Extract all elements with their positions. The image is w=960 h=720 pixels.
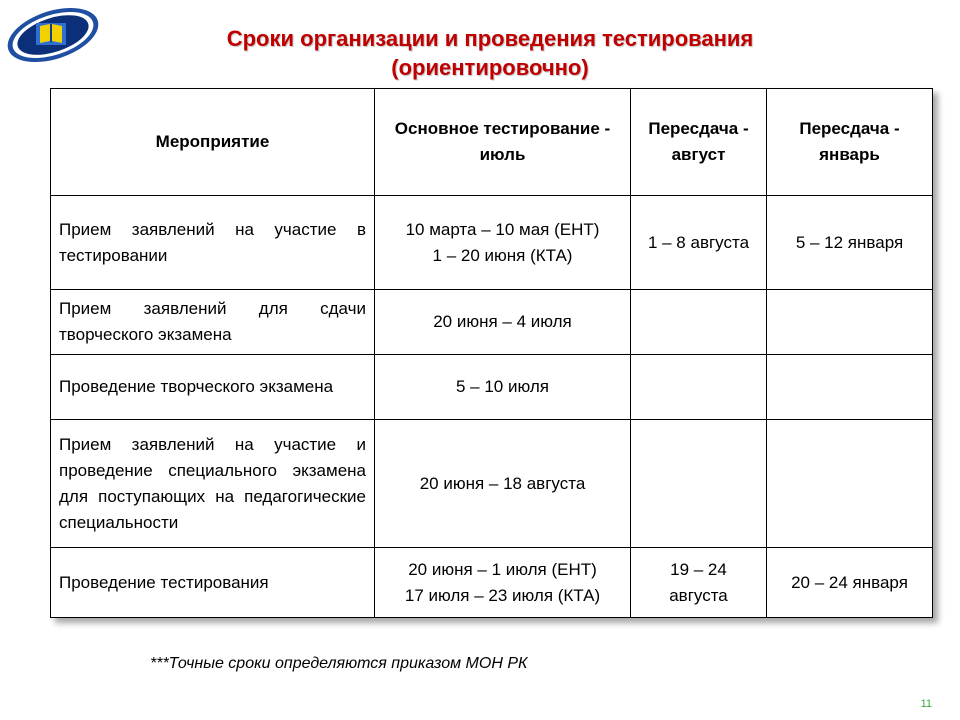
retake-august-cell: 19 – 24 августа xyxy=(631,548,767,618)
table-row xyxy=(51,355,933,420)
main-testing-cell: 20 июня – 4 июля xyxy=(375,290,631,355)
main-testing-cell xyxy=(375,548,631,618)
retake-january-cell: 5 – 12 января xyxy=(767,196,933,290)
table-row xyxy=(51,420,933,548)
event-cell: Проведение тестирования xyxy=(51,548,375,618)
retake-january-cell xyxy=(767,355,933,420)
schedule-table xyxy=(50,88,933,618)
retake-january-cell xyxy=(767,420,933,548)
event-cell: Прием заявлений на участие в тестировании xyxy=(51,196,375,290)
main-date-line: 1 – 20 июня (КТА) xyxy=(432,245,573,265)
header-retake-january: Пересдача - январь xyxy=(767,89,933,196)
retake-august-cell xyxy=(631,420,767,548)
main-date-line: 10 марта – 10 мая (ЕНТ) xyxy=(405,219,600,239)
title-line-1: Сроки организации и проведения тестирования xyxy=(226,26,754,51)
retake-january-cell xyxy=(767,290,933,355)
retake-august-cell: 1 – 8 августа xyxy=(631,196,767,290)
main-testing-cell: 5 – 10 июля xyxy=(375,355,631,420)
table-row xyxy=(51,196,933,290)
table-row xyxy=(51,290,933,355)
main-testing-cell: 20 июня – 18 августа xyxy=(375,420,631,548)
page-number: 11 xyxy=(920,698,932,710)
retake-august-cell xyxy=(631,290,767,355)
retake-january-cell: 20 – 24 января xyxy=(767,548,933,618)
header-event: Мероприятие xyxy=(51,89,375,196)
slide-title xyxy=(120,24,860,82)
title-line-2: (ориентировочно) xyxy=(391,55,589,80)
header-main-testing: Основное тестирование - июль xyxy=(375,89,631,196)
main-date-line: 20 июня – 1 июля (ЕНТ) xyxy=(408,559,597,579)
open-book-logo-icon xyxy=(3,5,103,65)
table-header-row xyxy=(51,89,933,196)
event-cell: Проведение творческого экзамена xyxy=(51,355,375,420)
footnote: ***Точные сроки определяются приказом МОН РК xyxy=(150,655,528,672)
retake-august-cell xyxy=(631,355,767,420)
event-cell: Прием заявлений на участие и проведение специального экзамена для поступающих на педагогические специальности xyxy=(51,420,375,548)
table-row xyxy=(51,548,933,618)
main-testing-cell xyxy=(375,196,631,290)
header-retake-august: Пересдача - август xyxy=(631,89,767,196)
event-cell: Прием заявлений для сдачи творческого экзамена xyxy=(51,290,375,355)
main-date-line: 17 июля – 23 июля (КТА) xyxy=(404,585,601,605)
